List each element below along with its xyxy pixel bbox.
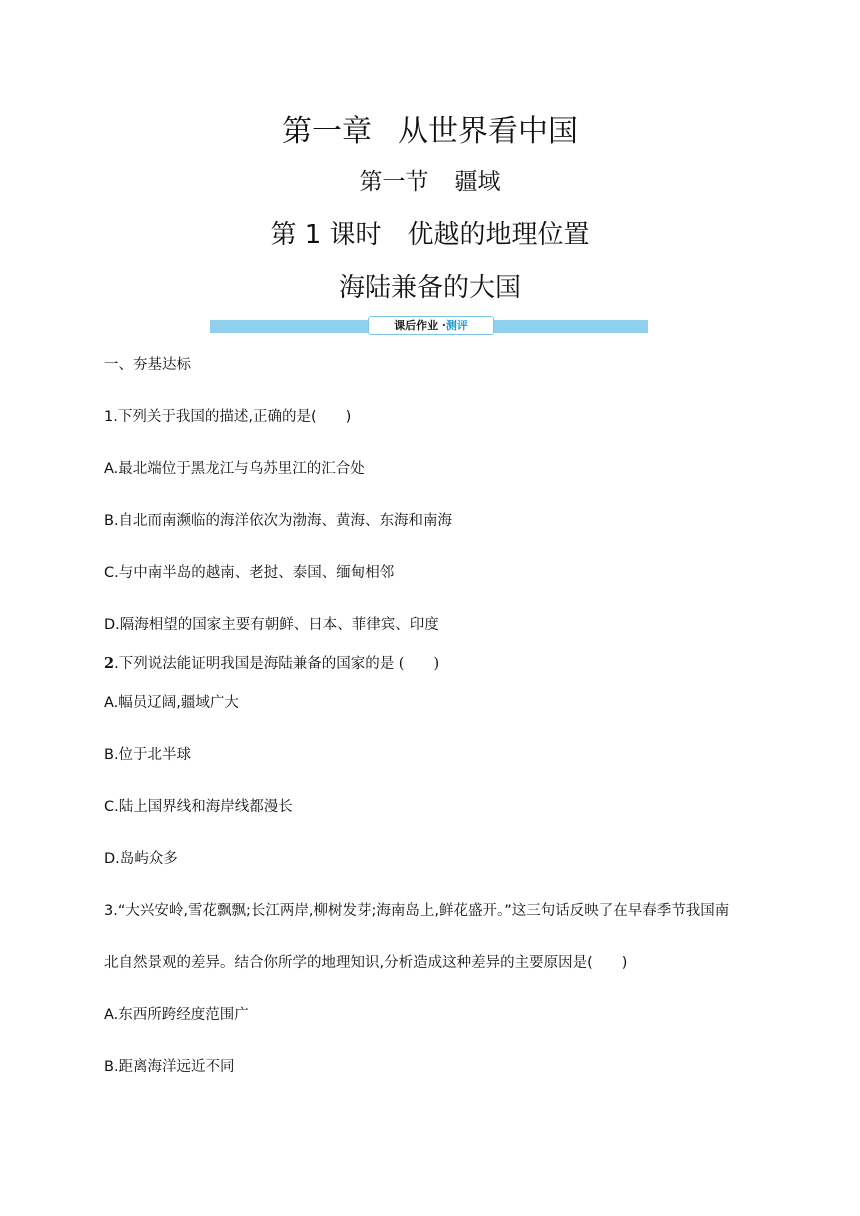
banner-prefix: 课后作业 · — [394, 319, 446, 332]
question-1-option-d: D.隔海相望的国家主要有朝鲜、日本、菲律宾、印度 — [104, 617, 439, 633]
homework-banner-label — [368, 316, 494, 335]
question-3-option-a: A.东西所跨经度范围广 — [104, 1007, 249, 1023]
chapter-number: 第一章 — [282, 114, 372, 149]
question-1-stem: 1.下列关于我国的描述,正确的是( ) — [104, 409, 352, 425]
section-title: 疆域 — [454, 169, 501, 195]
section-number: 第一节 — [359, 169, 429, 195]
question-1-option-b: B.自北而南濒临的海洋依次为渤海、黄海、东海和南海 — [104, 513, 453, 529]
question-2-stem — [104, 654, 439, 674]
question-2-option-b: B.位于北半球 — [104, 747, 192, 763]
banner-suffix: 测评 — [445, 319, 468, 332]
question-2-number: 2 — [104, 655, 115, 672]
lesson-title: 优越的地理位置 — [407, 220, 590, 250]
chapter-heading — [0, 112, 860, 152]
question-3-stem-line-2: 北自然景观的差异。结合你所学的地理知识,分析造成这种差异的主要原因是( ) — [104, 955, 628, 971]
question-3-stem-line-1: 3.“大兴安岭,雪花飘飘;长江两岸,柳树发芽;海南岛上,鲜花盛开。”这三句话反映了在早春季节我国南 — [104, 903, 730, 919]
part-heading: 一、夯基达标 — [104, 357, 191, 373]
question-3-option-b: B.距离海洋远近不同 — [104, 1059, 235, 1075]
question-1-option-c: C.与中南半岛的越南、老挝、泰国、缅甸相邻 — [104, 565, 395, 581]
section-heading — [0, 166, 860, 198]
question-2-option-c: C.陆上国界线和海岸线都漫长 — [104, 799, 293, 815]
question-1-option-a: A.最北端位于黑龙江与乌苏里江的汇合处 — [104, 461, 365, 477]
question-2-option-d: D.岛屿众多 — [104, 851, 178, 867]
lesson-subtitle: 海陆兼备的大国 — [338, 273, 521, 303]
lesson-heading — [0, 217, 860, 253]
lesson-number: 第 1 课时 — [270, 220, 382, 250]
question-2-option-a: A.幅员辽阔,疆域广大 — [104, 695, 239, 711]
question-2-text: .下列说法能证明我国是海陆兼备的国家的是 ( ) — [114, 656, 440, 672]
chapter-title: 从世界看中国 — [398, 114, 578, 149]
